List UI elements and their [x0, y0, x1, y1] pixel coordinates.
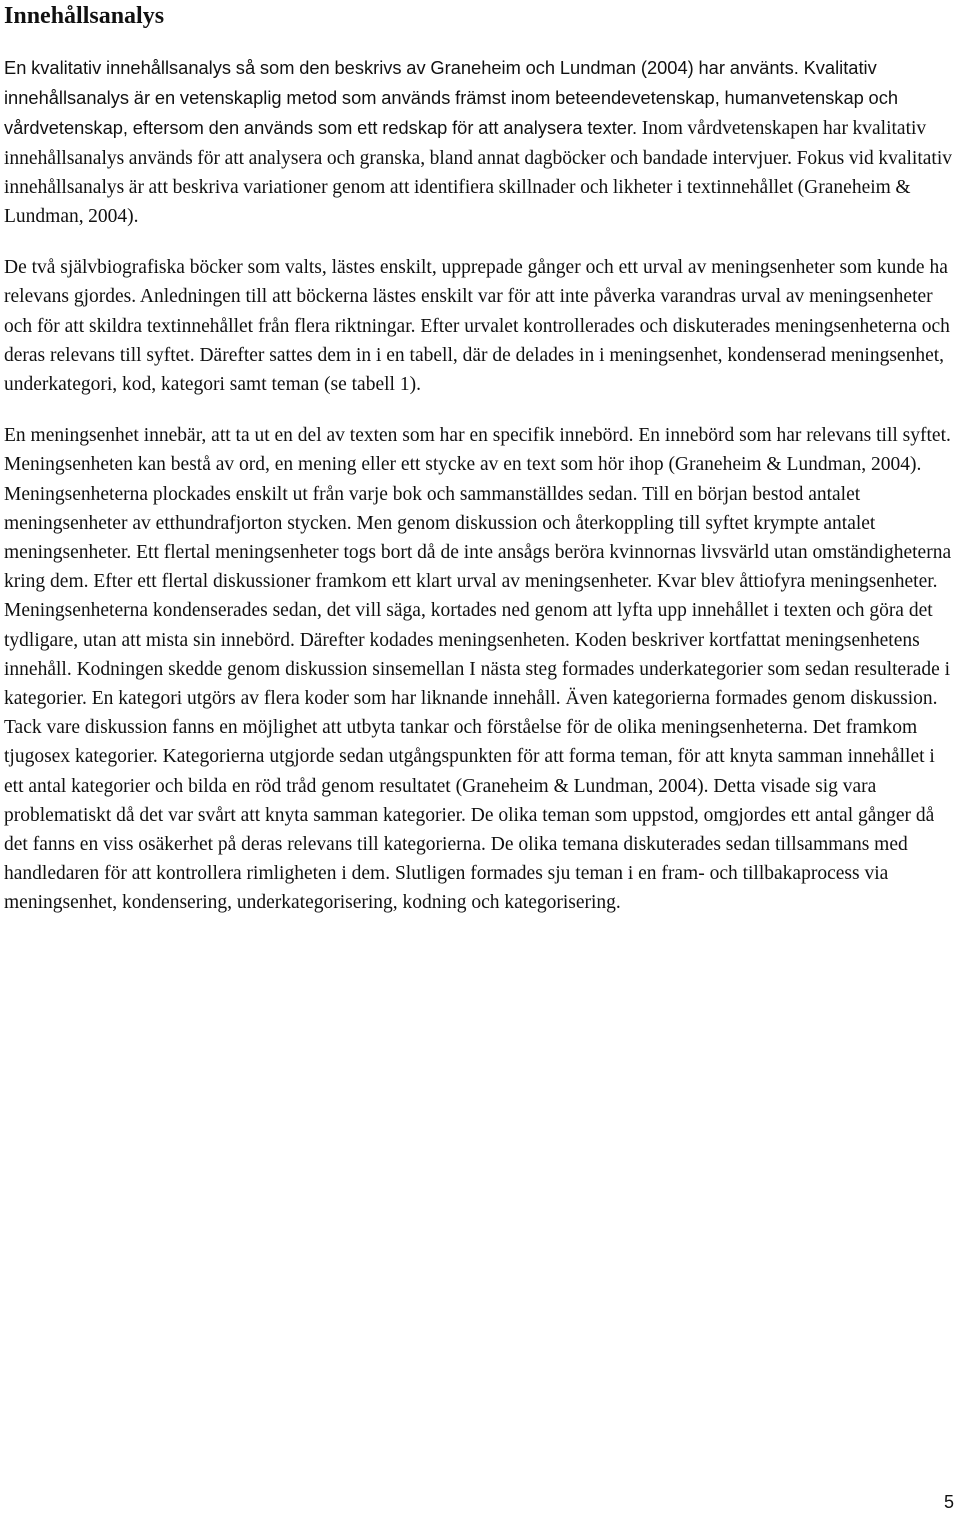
paragraph-selection: De två självbiografiska böcker som valts, lästes enskilt, upprepade gånger och ett urval av meningsenheter som kunde ha relevans gjordes. Anledningen till att böckerna lästes enskilt var för att inte påverka varandras urval av meningsenheter och för att skildra textinnehållet från flera riktningar. Efter urvalet kontrollerades och diskuterades meningsenheterna och deras relevans till syftet. Därefter sattes dem in i en tabell, där de delades in i meningsenhet, kondenserad meningsenhet, underkategori, kod, kategori samt teman (se tabell 1). [4, 257, 950, 396]
section-heading: Innehållsanalys [4, 3, 165, 29]
document-page [4, 0, 956, 918]
paragraph-method-intro-sans-text: En kvalitativ innehållsanalys så som den beskrivs av Graneheim och Lundman (2004) har använts. Kvalitativ innehållsanalys är en vetenskaplig metod som används främst inom beteendevetenskap, humanvetenskap och vårdvetenskap, eftersom den används som ett redskap för att analysera texter. [4, 57, 899, 139]
page-number: 5 [943, 1492, 954, 1512]
paragraph-meaning-units: En meningsenhet innebär, att ta ut en del av texten som har en specifik innebörd. En innebörd som har relevans till syftet. Meningsenheten kan bestå av ord, en mening eller ett stycke av en text som hör ihop (Graneheim & Lundman, 2004). Meningsenheterna plockades enskilt ut från varje bok och sammanställdes sedan. Till en början bestod antalet meningsenheter av etthundrafjorton stycken. Men genom diskussion och återkoppling till syftet krympte antalet meningsenheter. Ett flertal meningsenheter togs bort då de inte ansågs beröra kvinnornas livsvärld utan omständigheterna kring dem. Efter ett flertal diskussioner framkom ett klart urval av meningsenheter. Kvar blev åttiofyra meningsenheter. Meningsenheterna kondenserades sedan, det vill säga, kortades ned genom att lyfta upp innehållet i texten och göra det tydligare, utan att mista sin innebörd. Därefter kodades meningsenheten. Koden beskriver kortfattat meningsenhetens innehåll. Kodningen skedde genom diskussion sinsemellan I nästa steg formades underkategorier som sedan resulterade i kategorier. En kategori utgörs av flera koder som har liknande innehåll. Även kategorierna formades genom diskussion. Tack vare diskussion fanns en möjlighet att utbyta tankar och förståelse för de olika meningsenheterna. Det framkom tjugosex kategorier. Kategorierna utgjorde sedan utgångspunkten för att forma teman, för att knyta samman innehållet i ett antal kategorier och bilda en röd tråd genom resultatet (Graneheim & Lundman, 2004). Detta visade sig vara problematiskt då det var svårt att knyta samman kategorier. De olika teman som uppstod, omgjordes ett antal gånger då det fanns en viss osäkerhet på deras relevans till kategorierna. De olika temana diskuterades sedan tillsammans med handledaren för att kontrollera rimligheten i dem. Slutligen formades sju teman i en fram- och tillbakaprocess via meningsenhet, kondensering, underkategorisering, kodning och kategorisering. [4, 425, 952, 914]
paragraph-method-intro-serif-text: Inom vårdvetenskapen har kvalitativ innehållsanalys används för att analysera och granska, bland annat dagböcker och bandade intervjuer. Fokus vid kvalitativ innehållsanalys är att beskriva variationer genom att identifiera skillnader och likheter i textinnehållet (Graneheim & Lundman, 2004). [4, 118, 952, 228]
paragraph-method-intro [4, 53, 956, 231]
